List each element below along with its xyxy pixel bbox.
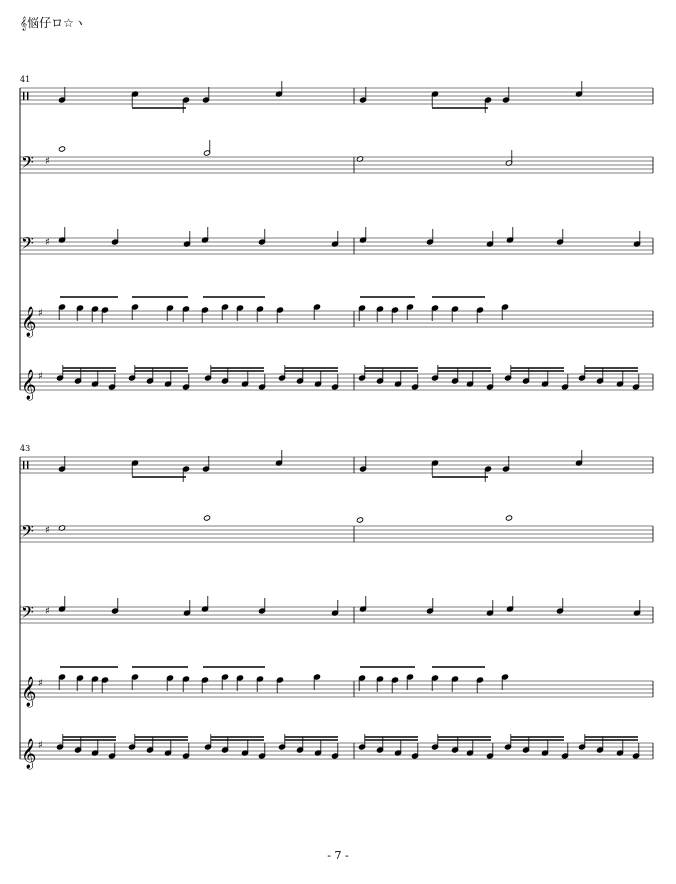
treble-clef-icon: 𝄞 [21, 370, 37, 400]
note-head [203, 515, 210, 521]
bass-clef-icon: 𝄢 [21, 602, 34, 626]
staff [20, 676, 653, 708]
key-sharp-icon: ♯ [45, 237, 50, 248]
note-head [505, 515, 512, 521]
key-sharp-icon: ♯ [38, 740, 43, 751]
page-number: - 7 - [327, 849, 349, 862]
percussion-clef-icon [27, 92, 28, 100]
treble-clef-icon: 𝄞 [21, 307, 37, 337]
note-head [58, 146, 65, 152]
key-sharp-icon: ♯ [45, 606, 50, 617]
staff [20, 88, 653, 104]
staff [20, 306, 653, 338]
staff [20, 521, 653, 545]
bass-clef-icon: 𝄢 [21, 521, 34, 545]
percussion-clef-icon [27, 461, 28, 469]
score-title: 𝄞悩仔ロ☆ヽ [20, 16, 86, 30]
key-sharp-icon: ♯ [45, 525, 50, 536]
bass-clef-icon: 𝄢 [21, 152, 34, 176]
percussion-clef-icon [23, 461, 24, 469]
treble-clef-icon: 𝄞 [21, 677, 37, 707]
bass-clef-icon: 𝄢 [21, 233, 34, 257]
key-sharp-icon: ♯ [38, 678, 43, 689]
measure-number-43: 43 [20, 444, 31, 453]
staff [20, 457, 653, 473]
note-head [356, 517, 363, 523]
key-sharp-icon: ♯ [45, 156, 50, 167]
key-sharp-icon: ♯ [38, 308, 43, 319]
percussion-clef-icon [23, 92, 24, 100]
measure-number-41: 41 [20, 75, 31, 84]
treble-clef-icon: 𝄞 [21, 739, 37, 769]
staff [20, 152, 653, 176]
key-sharp-icon: ♯ [38, 371, 43, 382]
